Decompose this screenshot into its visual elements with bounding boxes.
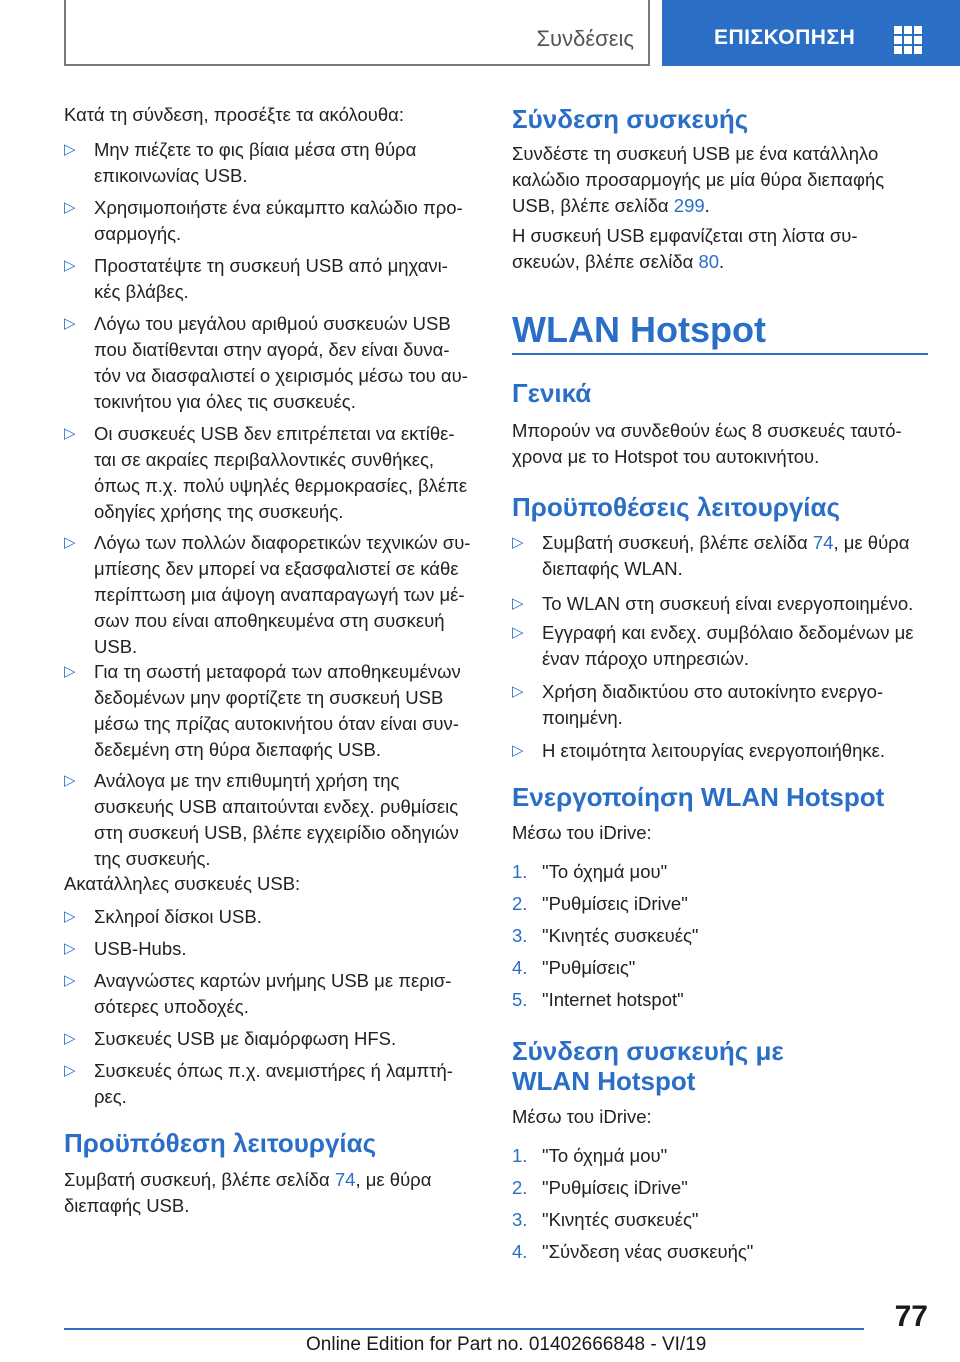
list-item: ▷ Το WLAN στη συσκευή είναι ενεργοποιημένο. [542,591,913,617]
edition-text: Online Edition for Part no. 01402666848 - VI/19 [306,1334,707,1355]
list-item: ▷ Συμβατή συσκευή, βλέπε σελίδα 74, με θύρα διεπαφής WLAN. [512,532,910,579]
bullet-triangle-icon: ▷ [512,534,524,551]
step-item [512,1207,699,1233]
page-link-74[interactable]: 74 [812,532,834,553]
step-text: "Το όχημά μου" [542,861,668,882]
connect-device-text: Συνδέστε τη συσκευή USB με ένα κατάλληλο καλώδιο προσαρμογής με μία θύρα διεπαφής USB, βλέπε σελίδα 299. [512,143,885,216]
list-item: ▷ USB-Hubs. [94,936,187,962]
step-number: 1. [512,861,528,882]
step-number: 3. [512,925,528,946]
bullet-triangle-icon: ▷ [512,595,524,612]
list-item: ▷ Προστατέψτε τη συσκευή USB από μηχανι- κές βλάβες. [64,255,448,302]
step-text: "Ρυθμίσεις iDrive" [542,893,688,914]
list-item: ▷ Οι συσκευές USB δεν επιτρέπεται να εκτίθε- ται σε ακραίες περιβαλλοντικές συνθήκες, όπως π.χ. πολύ υψηλές θερμοκρασίες, βλέπε οδηγίες χρήσης της συσκευής. [64,423,468,522]
step-text: "Το όχημά μου" [542,1145,668,1166]
step-item [512,987,684,1013]
step-item [512,859,668,885]
prerequisites-heading: Προϋποθέσεις λειτουργίας [512,492,841,522]
bullet-triangle-icon: ▷ [512,742,524,759]
list-item: ▷ Χρησιμοποιήστε ένα εύκαμπτο καλώδιο προ- σαρμογής. [64,197,463,244]
step-number: 3. [512,1209,528,1230]
step-item [512,923,699,949]
step-number: 4. [512,1241,528,1262]
connect-wlan-heading: Σύνδεση συσκευής με WLAN Hotspot [512,1036,784,1096]
step-item [512,891,688,917]
bullet-triangle-icon: ▷ [64,425,76,442]
header-section-box [64,0,650,66]
unsuitable-intro: Ακατάλληλες συσκευές USB: [64,873,301,894]
bullet-triangle-icon: ▷ [64,940,76,957]
page-number: 77 [894,1300,928,1333]
page-link-299[interactable]: 299 [673,195,705,216]
step-number: 4. [512,957,528,978]
list-item: ▷ Συσκευές όπως π.χ. ανεμιστήρες ή λαμπτή- ρες. [64,1060,453,1107]
general-heading: Γενικά [512,378,592,408]
connect-device-heading: Σύνδεση συσκευής [512,104,749,134]
bullet-triangle-icon: ▷ [64,199,76,216]
list-item: ▷ Μην πιέζετε το φις βίαια μέσα στη θύρα επικοινωνίας USB. [64,139,417,186]
bullet-triangle-icon: ▷ [64,663,76,680]
bullet-triangle-icon: ▷ [64,141,76,158]
chapter-title: ΕΠΙΣΚΟΠΗΣΗ [714,26,856,49]
list-item: ▷ Σκληροί δίσκοι USB. [94,904,262,930]
usb-requirement-text: Συμβατή συσκευή, βλέπε σελίδα 74, με θύρα διεπαφής USB. [64,1169,432,1216]
list-item: ▷ Ανάλογα με την επιθυμητή χρήση της συσκευής USB απαιτούνται ενδεχ. ρυθμίσεις στη συσκευή USB, βλέπε εγχειρίδιο οδηγιών της συσκευής. [64,770,459,869]
wlan-hotspot-title: WLAN Hotspot [512,309,766,350]
bullet-triangle-icon: ▷ [64,257,76,274]
step-text: "Κινητές συσκευές" [542,925,699,946]
step-item [512,1143,668,1169]
step-text: "Ρυθμίσεις" [542,957,636,978]
bullet-triangle-icon: ▷ [512,624,524,641]
bullet-triangle-icon: ▷ [64,1030,76,1047]
step-text: "Ρυθμίσεις iDrive" [542,1177,688,1198]
list-item: ▷ Λόγω των πολλών διαφορετικών τεχνικών συ- μπίεσης δεν μπορεί να εξασφαλιστεί σε κάθε περίπτωση μια άψογη αναπαραγωγή των μέ- σων που είναι αποθηκευμένα στη συσκευή USB. [64,532,471,657]
activate-hotspot-heading: Ενεργοποίηση WLAN Hotspot [512,782,885,812]
step-text: "Κινητές συσκευές" [542,1209,699,1230]
step-number: 2. [512,1177,528,1198]
list-item: ▷ Αναγνώστες καρτών μνήμης USB με περισ- σότερες υποδοχές. [64,970,452,1017]
usb-requirement-heading: Προϋπόθεση λειτουργίας [64,1128,377,1158]
list-item: ▷ Για τη σωστή μεταφορά των αποθηκευμένων δεδομένων μην φορτίζετε τη συσκευή USB μέσω της πρίζας αυτοκινήτου όταν είναι συν- δεδεμένη στη θύρα διεπαφής USB. [64,661,461,760]
step-number: 5. [512,989,528,1010]
section-title: Συνδέσεις [536,26,634,51]
grid-menu-icon[interactable] [894,26,922,54]
bullet-triangle-icon: ▷ [64,1062,76,1079]
bullet-triangle-icon: ▷ [64,534,76,551]
title-rule [512,353,928,355]
general-text: Μπορούν να συνδεθούν έως 8 συσκευές ταυτό- χρονα με το Hotspot του αυτοκινήτου. [512,420,902,467]
bullet-triangle-icon: ▷ [64,972,76,989]
via-idrive-label: Μέσω του iDrive: [512,822,652,843]
bullet-triangle-icon: ▷ [64,315,76,332]
step-item [512,1239,754,1265]
page-link-74[interactable]: 74 [334,1169,356,1190]
via-idrive-label-2: Μέσω του iDrive: [512,1106,652,1127]
step-item [512,955,636,981]
step-item [512,1175,688,1201]
list-item: ▷ Λόγω του μεγάλου αριθμού συσκευών USB που διατίθενται στην αγορά, δεν είναι δυνα- τόν να διασφαλιστεί ο χειρισμός μέσω του αυ- τοκινήτου για όλες τις συσκευές. [64,313,468,412]
bullet-triangle-icon: ▷ [512,683,524,700]
bullet-triangle-icon: ▷ [64,772,76,789]
chapter-tab[interactable] [662,0,960,66]
bullet-triangle-icon: ▷ [64,908,76,925]
list-item: ▷ Συσκευές USB με διαμόρφωση HFS. [94,1026,396,1052]
list-item: ▷ Εγγραφή και ενδεχ. συμβόλαιο δεδομένων με έναν πάροχο υπηρεσιών. [512,622,914,669]
footer-rule [64,1328,864,1330]
step-text: "Σύνδεση νέας συσκευής" [542,1241,754,1262]
device-list-text: Η συσκευή USB εμφανίζεται στη λίστα συ- σκευών, βλέπε σελίδα 80. [512,225,858,272]
list-item: ▷ Η ετοιμότητα λειτουργίας ενεργοποιήθηκε. [542,738,885,764]
step-number: 1. [512,1145,528,1166]
connection-intro: Κατά τη σύνδεση, προσέξτε τα ακόλουθα: [64,104,405,125]
list-item: ▷ Χρήση διαδικτύου στο αυτοκίνητο ενεργο- ποιημένη. [512,681,884,728]
page-link-80[interactable]: 80 [698,251,720,272]
step-text: "Internet hotspot" [542,989,684,1010]
step-number: 2. [512,893,528,914]
